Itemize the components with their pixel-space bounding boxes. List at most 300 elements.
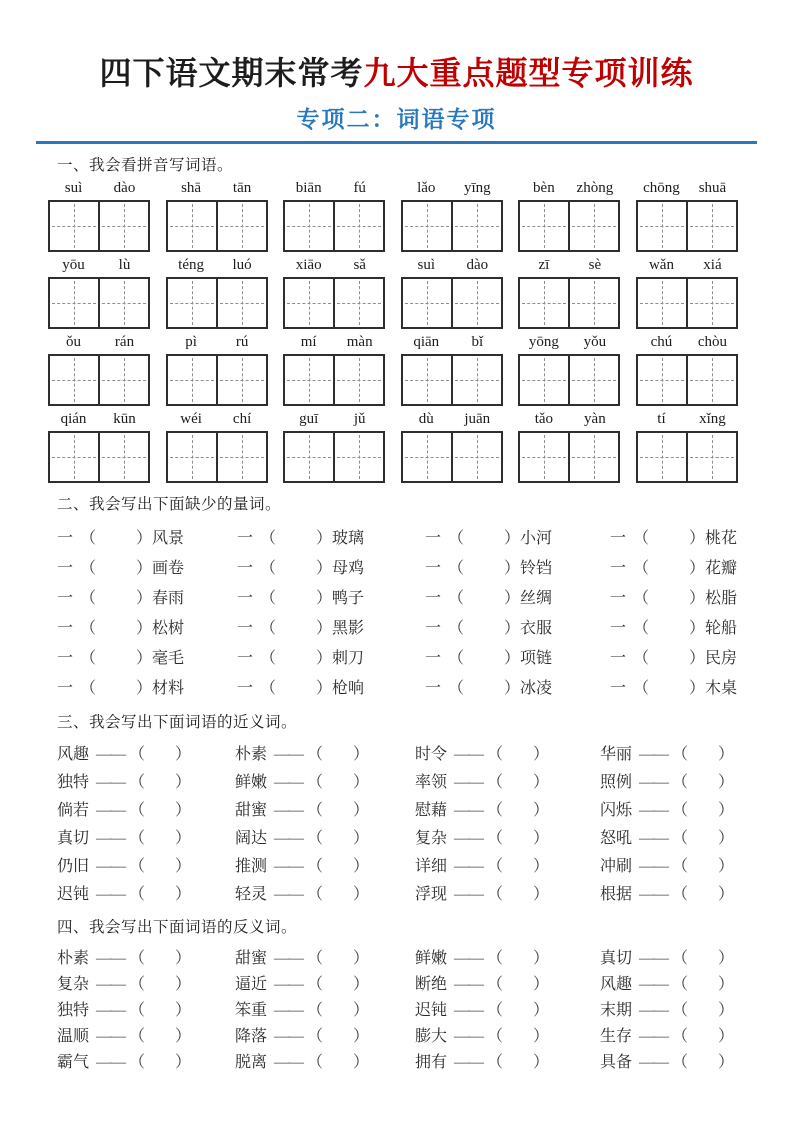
pinyin-syllable: fú — [353, 180, 366, 197]
open-paren: （ — [487, 885, 504, 903]
title-black-part: 四下语文期末常考 — [99, 55, 364, 91]
open-paren: （ — [448, 559, 465, 577]
close-paren: ） — [136, 649, 153, 667]
pinyin-syllable: dù — [418, 411, 434, 428]
close-paren: ） — [136, 619, 153, 637]
open-paren: （ — [307, 773, 324, 791]
pinyin-label — [48, 179, 150, 198]
close-paren: ） — [718, 1053, 735, 1071]
entry-row — [57, 551, 745, 581]
pinyin-syllable: tí — [657, 411, 666, 428]
counter-one: 一 — [610, 649, 627, 667]
writing-cell — [50, 356, 98, 404]
pinyin-word-group — [48, 179, 150, 252]
entry-dash: —— — [639, 1001, 668, 1019]
entry-word: 松脂 — [705, 589, 738, 607]
entry-word: 拥有 — [415, 1053, 448, 1071]
open-paren: （ — [80, 649, 97, 667]
entry-word: 复杂 — [57, 975, 90, 993]
pinyin-syllable: wéi — [180, 411, 202, 428]
entry-word: 甜蜜 — [235, 949, 268, 967]
pinyin-label — [636, 333, 738, 352]
pinyin-label — [401, 256, 503, 275]
entry-dash: —— — [274, 1027, 303, 1045]
pinyin-syllable: tǎo — [534, 411, 554, 428]
close-paren: ） — [533, 885, 550, 903]
entry-dash: —— — [274, 745, 303, 763]
writing-cell — [451, 279, 501, 327]
writing-cell — [638, 356, 686, 404]
counter-one: 一 — [57, 619, 74, 637]
entry-word: 闪烁 — [600, 801, 633, 819]
pinyin-syllable: zhòng — [576, 180, 614, 197]
entry-word: 率领 — [415, 773, 448, 791]
entry-dash: —— — [639, 1027, 668, 1045]
close-paren: ） — [533, 829, 550, 847]
entry-dash: —— — [639, 773, 668, 791]
entry-word: 迟钝 — [415, 1001, 448, 1019]
entry-row — [57, 794, 745, 822]
close-paren: ） — [689, 529, 706, 547]
synonym-entry — [600, 825, 745, 848]
close-paren: ） — [718, 745, 735, 763]
writing-cell — [98, 202, 148, 250]
counter-one: 一 — [237, 529, 254, 547]
open-paren: （ — [633, 589, 650, 607]
pinyin-syllable: guī — [299, 411, 319, 428]
entry-dash: —— — [639, 975, 668, 993]
section-antonyms — [48, 915, 745, 1073]
entry-word: 鲜嫩 — [415, 949, 448, 967]
counter-one: 一 — [610, 589, 627, 607]
pinyin-syllable: ǒu — [66, 334, 81, 351]
close-paren: ） — [175, 1053, 192, 1071]
close-paren: ） — [533, 857, 550, 875]
pinyin-syllable: biān — [295, 180, 322, 197]
writing-cell — [403, 202, 451, 250]
open-paren: （ — [80, 529, 97, 547]
synonym-entry — [415, 741, 600, 764]
close-paren: ） — [533, 1027, 550, 1045]
entry-word: 毫毛 — [152, 649, 185, 667]
pinyin-word-group — [636, 256, 738, 329]
entry-word: 真切 — [57, 829, 90, 847]
pinyin-word-group — [283, 256, 385, 329]
writing-cell — [333, 279, 383, 327]
antonym-entry — [415, 1049, 600, 1072]
entry-word: 详细 — [415, 857, 448, 875]
entry-word: 时令 — [415, 745, 448, 763]
writing-cell — [216, 279, 266, 327]
entry-dash: —— — [274, 773, 303, 791]
open-paren: （ — [487, 1053, 504, 1071]
entry-dash: —— — [454, 1053, 483, 1071]
entry-dash: —— — [96, 801, 125, 819]
close-paren: ） — [353, 857, 370, 875]
close-paren: ） — [136, 679, 153, 697]
entry-dash: —— — [639, 885, 668, 903]
close-paren: ） — [718, 857, 735, 875]
writing-box — [283, 431, 385, 483]
close-paren: ） — [718, 1027, 735, 1045]
close-paren: ） — [718, 885, 735, 903]
writing-cell — [638, 279, 686, 327]
entry-row — [57, 1047, 745, 1073]
entry-word: 鲜嫩 — [235, 773, 268, 791]
open-paren: （ — [260, 619, 277, 637]
writing-cell — [50, 279, 98, 327]
entry-word: 花瓣 — [705, 559, 738, 577]
pinyin-row — [48, 179, 738, 252]
close-paren: ） — [175, 975, 192, 993]
synonym-entry — [57, 741, 235, 764]
pinyin-word-group — [283, 179, 385, 252]
open-paren: （ — [487, 745, 504, 763]
open-paren: （ — [487, 773, 504, 791]
close-paren: ） — [504, 559, 521, 577]
pinyin-label — [283, 333, 385, 352]
antonym-entry — [235, 945, 415, 968]
synonym-entry — [415, 769, 600, 792]
measure-word-entry — [57, 645, 237, 668]
pinyin-syllable: bǐ — [471, 334, 484, 351]
entry-dash: —— — [274, 975, 303, 993]
open-paren: （ — [672, 857, 689, 875]
entry-dash: —— — [274, 829, 303, 847]
writing-cell — [285, 202, 333, 250]
open-paren: （ — [633, 619, 650, 637]
writing-cell — [98, 356, 148, 404]
pinyin-word-group — [401, 333, 503, 406]
pinyin-syllable: suì — [417, 257, 436, 274]
pinyin-label — [518, 410, 620, 429]
counter-one: 一 — [610, 619, 627, 637]
counter-one: 一 — [610, 529, 627, 547]
pinyin-syllable: yàn — [584, 411, 606, 428]
entry-word: 玻璃 — [332, 529, 365, 547]
writing-cell — [98, 433, 148, 481]
open-paren: （ — [672, 949, 689, 967]
close-paren: ） — [353, 1001, 370, 1019]
open-paren: （ — [487, 829, 504, 847]
pinyin-word-group — [401, 179, 503, 252]
synonym-entry — [600, 741, 745, 764]
pinyin-word-group — [401, 256, 503, 329]
pinyin-syllable: rán — [114, 334, 135, 351]
entry-word: 母鸡 — [332, 559, 365, 577]
open-paren: （ — [487, 1027, 504, 1045]
close-paren: ） — [316, 529, 333, 547]
open-paren: （ — [129, 975, 146, 993]
pinyin-label — [48, 410, 150, 429]
close-paren: ） — [504, 529, 521, 547]
counter-one: 一 — [425, 649, 442, 667]
pinyin-syllable: kūn — [113, 411, 136, 428]
section-heading-synonyms: 三、我会写出下面词语的近义词。 — [57, 714, 298, 732]
entry-dash: —— — [454, 949, 483, 967]
open-paren: （ — [80, 559, 97, 577]
entry-dash: —— — [454, 1001, 483, 1019]
antonym-entry — [600, 1023, 745, 1046]
writing-cell — [216, 356, 266, 404]
measure-word-entry — [57, 585, 237, 608]
entry-word: 具备 — [600, 1053, 633, 1071]
open-paren: （ — [129, 949, 146, 967]
entry-dash: —— — [639, 1053, 668, 1071]
pinyin-syllable: chòu — [697, 334, 728, 351]
writing-cell — [403, 356, 451, 404]
counter-one: 一 — [425, 589, 442, 607]
writing-box — [518, 200, 620, 252]
close-paren: ） — [353, 949, 370, 967]
pinyin-syllable: lǎo — [417, 180, 436, 197]
pinyin-word-group — [283, 410, 385, 483]
entry-word: 慰藉 — [415, 801, 448, 819]
open-paren: （ — [633, 559, 650, 577]
measure-word-entry — [610, 615, 745, 638]
writing-box — [518, 354, 620, 406]
antonym-entry — [600, 1049, 745, 1072]
pinyin-word-group — [401, 410, 503, 483]
pinyin-syllable: bèn — [533, 180, 555, 197]
entry-word: 独特 — [57, 1001, 90, 1019]
entry-word: 复杂 — [415, 829, 448, 847]
open-paren: （ — [307, 885, 324, 903]
antonym-entry — [415, 971, 600, 994]
writing-cell — [638, 433, 686, 481]
measure-word-entry — [610, 555, 745, 578]
measure-word-entry — [425, 645, 610, 668]
open-paren: （ — [307, 1053, 324, 1071]
entry-word: 华丽 — [600, 745, 633, 763]
antonym-entry — [600, 945, 745, 968]
synonym-entry — [415, 881, 600, 904]
close-paren: ） — [136, 529, 153, 547]
entry-word: 风景 — [152, 529, 185, 547]
synonym-entry — [57, 825, 235, 848]
open-paren: （ — [260, 529, 277, 547]
close-paren: ） — [353, 829, 370, 847]
counter-one: 一 — [425, 529, 442, 547]
close-paren: ） — [718, 975, 735, 993]
counter-one: 一 — [237, 559, 254, 577]
entry-dash: —— — [96, 857, 125, 875]
close-paren: ） — [533, 801, 550, 819]
measure-word-entry — [425, 525, 610, 548]
antonym-entry — [415, 1023, 600, 1046]
pinyin-syllable: xiāo — [295, 257, 322, 274]
open-paren: （ — [307, 745, 324, 763]
open-paren: （ — [129, 801, 146, 819]
counter-one: 一 — [237, 679, 254, 697]
writing-box — [518, 277, 620, 329]
section-pinyin — [48, 153, 745, 483]
synonyms-grid — [57, 738, 745, 906]
open-paren: （ — [307, 829, 324, 847]
open-paren: （ — [448, 649, 465, 667]
entry-row — [57, 850, 745, 878]
writing-box — [48, 277, 150, 329]
entry-word: 轻灵 — [235, 885, 268, 903]
antonym-entry — [415, 997, 600, 1020]
entry-row — [57, 878, 745, 906]
entry-dash: —— — [454, 975, 483, 993]
entry-word: 仍旧 — [57, 857, 90, 875]
close-paren: ） — [689, 559, 706, 577]
entry-row — [57, 521, 745, 551]
measure-word-entry — [425, 675, 610, 698]
pinyin-syllable: yǒu — [583, 334, 607, 351]
measure-word-entry — [237, 555, 425, 578]
entry-row — [57, 611, 745, 641]
pinyin-syllable: màn — [346, 334, 373, 351]
entry-word: 春雨 — [152, 589, 185, 607]
antonym-entry — [600, 997, 745, 1020]
open-paren: （ — [448, 679, 465, 697]
open-paren: （ — [260, 589, 277, 607]
entry-dash: —— — [274, 885, 303, 903]
close-paren: ） — [718, 773, 735, 791]
entry-word: 刺刀 — [332, 649, 365, 667]
entry-word: 断绝 — [415, 975, 448, 993]
counter-one: 一 — [237, 589, 254, 607]
synonym-entry — [57, 797, 235, 820]
pinyin-syllable: jǔ — [353, 411, 366, 428]
antonym-entry — [57, 971, 235, 994]
open-paren: （ — [672, 829, 689, 847]
close-paren: ） — [175, 885, 192, 903]
open-paren: （ — [487, 857, 504, 875]
open-paren: （ — [129, 829, 146, 847]
entry-row — [57, 995, 745, 1021]
entry-word: 丝绸 — [520, 589, 553, 607]
pinyin-label — [636, 410, 738, 429]
pinyin-syllable: chú — [650, 334, 673, 351]
synonym-entry — [415, 797, 600, 820]
pinyin-syllable: zī — [538, 257, 550, 274]
entry-row — [57, 738, 745, 766]
pinyin-syllable: pì — [185, 334, 197, 351]
pinyin-label — [636, 179, 738, 198]
entry-word: 黑影 — [332, 619, 365, 637]
entry-word: 阔达 — [235, 829, 268, 847]
measure-word-entry — [425, 615, 610, 638]
open-paren: （ — [80, 589, 97, 607]
close-paren: ） — [353, 975, 370, 993]
entry-word: 甜蜜 — [235, 801, 268, 819]
pinyin-syllable: wǎn — [648, 257, 674, 274]
pinyin-word-group — [283, 333, 385, 406]
writing-box — [401, 431, 503, 483]
open-paren: （ — [633, 529, 650, 547]
entry-word: 枪响 — [332, 679, 365, 697]
measure-word-entry — [237, 675, 425, 698]
pinyin-syllable: xiá — [703, 257, 722, 274]
entry-row — [57, 822, 745, 850]
pinyin-label — [166, 256, 268, 275]
entry-dash: —— — [274, 1001, 303, 1019]
close-paren: ） — [353, 885, 370, 903]
entry-word: 画卷 — [152, 559, 185, 577]
entry-dash: —— — [454, 745, 483, 763]
writing-cell — [285, 433, 333, 481]
close-paren: ） — [533, 773, 550, 791]
entry-word: 民房 — [705, 649, 738, 667]
close-paren: ） — [718, 801, 735, 819]
entry-row — [57, 943, 745, 969]
pinyin-syllable: yīng — [463, 180, 491, 197]
writing-cell — [168, 433, 216, 481]
open-paren: （ — [672, 1053, 689, 1071]
writing-cell — [333, 356, 383, 404]
entry-word: 桃花 — [705, 529, 738, 547]
writing-cell — [451, 433, 501, 481]
writing-cell — [216, 433, 266, 481]
close-paren: ） — [316, 559, 333, 577]
counter-one: 一 — [425, 679, 442, 697]
writing-box — [166, 354, 268, 406]
synonym-entry — [600, 881, 745, 904]
writing-box — [401, 277, 503, 329]
pinyin-syllable: qián — [60, 411, 87, 428]
open-paren: （ — [129, 1001, 146, 1019]
measure-word-entry — [237, 525, 425, 548]
synonym-entry — [600, 797, 745, 820]
close-paren: ） — [718, 1001, 735, 1019]
entry-dash: —— — [96, 1053, 125, 1071]
entry-word: 木桌 — [705, 679, 738, 697]
synonym-entry — [235, 769, 415, 792]
writing-cell — [168, 202, 216, 250]
close-paren: ） — [353, 773, 370, 791]
pinyin-syllable: lù — [118, 257, 131, 274]
synonym-entry — [235, 853, 415, 876]
writing-cell — [568, 356, 618, 404]
pinyin-label — [166, 410, 268, 429]
pinyin-syllable: sè — [588, 257, 602, 274]
open-paren: （ — [80, 679, 97, 697]
writing-cell — [403, 279, 451, 327]
entry-dash: —— — [639, 801, 668, 819]
section-measure-words — [48, 492, 745, 701]
writing-box — [166, 200, 268, 252]
writing-box — [166, 277, 268, 329]
open-paren: （ — [260, 679, 277, 697]
pinyin-syllable: juān — [464, 411, 491, 428]
open-paren: （ — [307, 801, 324, 819]
entry-dash: —— — [274, 949, 303, 967]
entry-word: 材料 — [152, 679, 185, 697]
open-paren: （ — [80, 619, 97, 637]
entry-row — [57, 1021, 745, 1047]
pinyin-row — [48, 333, 738, 406]
entry-dash: —— — [639, 745, 668, 763]
synonym-entry — [600, 853, 745, 876]
close-paren: ） — [316, 589, 333, 607]
open-paren: （ — [307, 975, 324, 993]
pinyin-label — [283, 410, 385, 429]
counter-one: 一 — [57, 589, 74, 607]
entry-word: 温顺 — [57, 1027, 90, 1045]
measure-word-entry — [425, 555, 610, 578]
pinyin-syllable: mí — [300, 334, 317, 351]
pinyin-syllable: shuā — [698, 180, 727, 197]
open-paren: （ — [129, 857, 146, 875]
pinyin-syllable: chōng — [643, 180, 680, 197]
pinyin-word-group — [166, 410, 268, 483]
pinyin-row — [48, 256, 738, 329]
measure-word-entry — [57, 525, 237, 548]
